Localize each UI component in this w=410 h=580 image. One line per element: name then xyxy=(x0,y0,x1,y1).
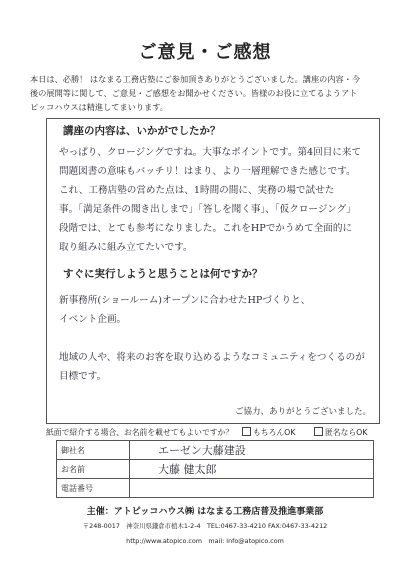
intro-text xyxy=(30,72,386,114)
answer-line xyxy=(47,329,379,348)
phone-field[interactable] xyxy=(130,479,374,498)
answer-line: 目標です。 xyxy=(59,371,107,382)
answer-line: 地域の人や、将来のお客を取り込めるようなコミュニティをつくるのが xyxy=(59,352,365,363)
name-field[interactable]: 大藤 健太郎 xyxy=(130,460,374,479)
address-text: 〒248-0017 神奈川県鎌倉市植木1-2-4 TEL:0467-33-4210 FAX:0467-33-4212 xyxy=(82,522,328,530)
question-2-answer[interactable] xyxy=(47,291,379,386)
organizer-text: 主催：アトピッコハウス㈱ はなまる工務店普及推進事業部 xyxy=(86,507,324,517)
question-1-answer[interactable] xyxy=(47,143,379,257)
consent-option-yes[interactable] xyxy=(242,427,295,438)
answer-line: イベント企画。 xyxy=(59,314,127,325)
name-consent-row xyxy=(46,426,380,440)
question-2-label: すぐに実行しようと思うことは何ですか？ xyxy=(63,268,263,280)
footer xyxy=(0,504,410,545)
company-label: 御社名 xyxy=(57,441,130,460)
form-row-phone xyxy=(57,479,374,498)
consent-option-anonymous-label: 匿名ならOK xyxy=(325,428,368,437)
intro-line: 後の展開等に関して、ご意見・ご感想をお聞かせください。皆様のお役に立てるようアト xyxy=(30,88,358,98)
name-label: お名前 xyxy=(57,460,130,479)
answer-line: 問題図書の意味もバッチリ！はまり、より一層理解できた感じです。 xyxy=(59,166,356,177)
phone-label: 電話番号 xyxy=(57,479,130,498)
answer-line: 取り組みに組み立てたいです。 xyxy=(59,242,193,253)
answer-line: 事。「満足条件の聞き出しまで」「答しを聞く事」、「仮クロージング」 xyxy=(59,204,356,215)
consent-option-yes-label: もちろんOK xyxy=(253,428,296,437)
checkbox-icon[interactable] xyxy=(242,427,251,436)
consent-option-anonymous[interactable] xyxy=(314,427,367,438)
answer-line: これ、工務店塾の営めた点は、1時間の間に、実務の場で試せた xyxy=(59,185,335,196)
checkbox-icon[interactable] xyxy=(314,427,323,436)
questionnaire-box xyxy=(46,118,380,424)
company-field[interactable]: エーゼン大藤建設 xyxy=(130,441,374,460)
form-row-name xyxy=(57,460,374,479)
contact-form xyxy=(56,440,374,498)
answer-line: 段階では、とても参考になりました。これをHPでかうめて全面的に xyxy=(59,223,353,234)
answer-line: やっぱり、クロージングですね。大事なポイントです。第4回目に来て xyxy=(59,147,362,158)
form-row-company xyxy=(57,441,374,460)
page-title: ご意見・ご感想 xyxy=(138,42,272,63)
question-1-label: 講座の内容は、いかがでしたか？ xyxy=(63,125,221,137)
web-contact-text: http://www.atopico.com mail: info@atopico.com xyxy=(126,537,284,545)
consent-question: 紙面で紹介する場合、お名前を載せてもよいですか？ xyxy=(46,428,234,437)
thanks-text: ご協力、ありがとうございました。 xyxy=(234,407,371,417)
intro-line: 本日は、必勝！ はなまる工務店塾にご参加頂きありがとうございました。講座の内容・今 xyxy=(30,74,361,84)
answer-line: 新事務所(ショールーム)オープンに合わせたHPづくりと、 xyxy=(59,295,311,306)
intro-line: ピッコハウスは精進してまいります。 xyxy=(30,102,168,112)
